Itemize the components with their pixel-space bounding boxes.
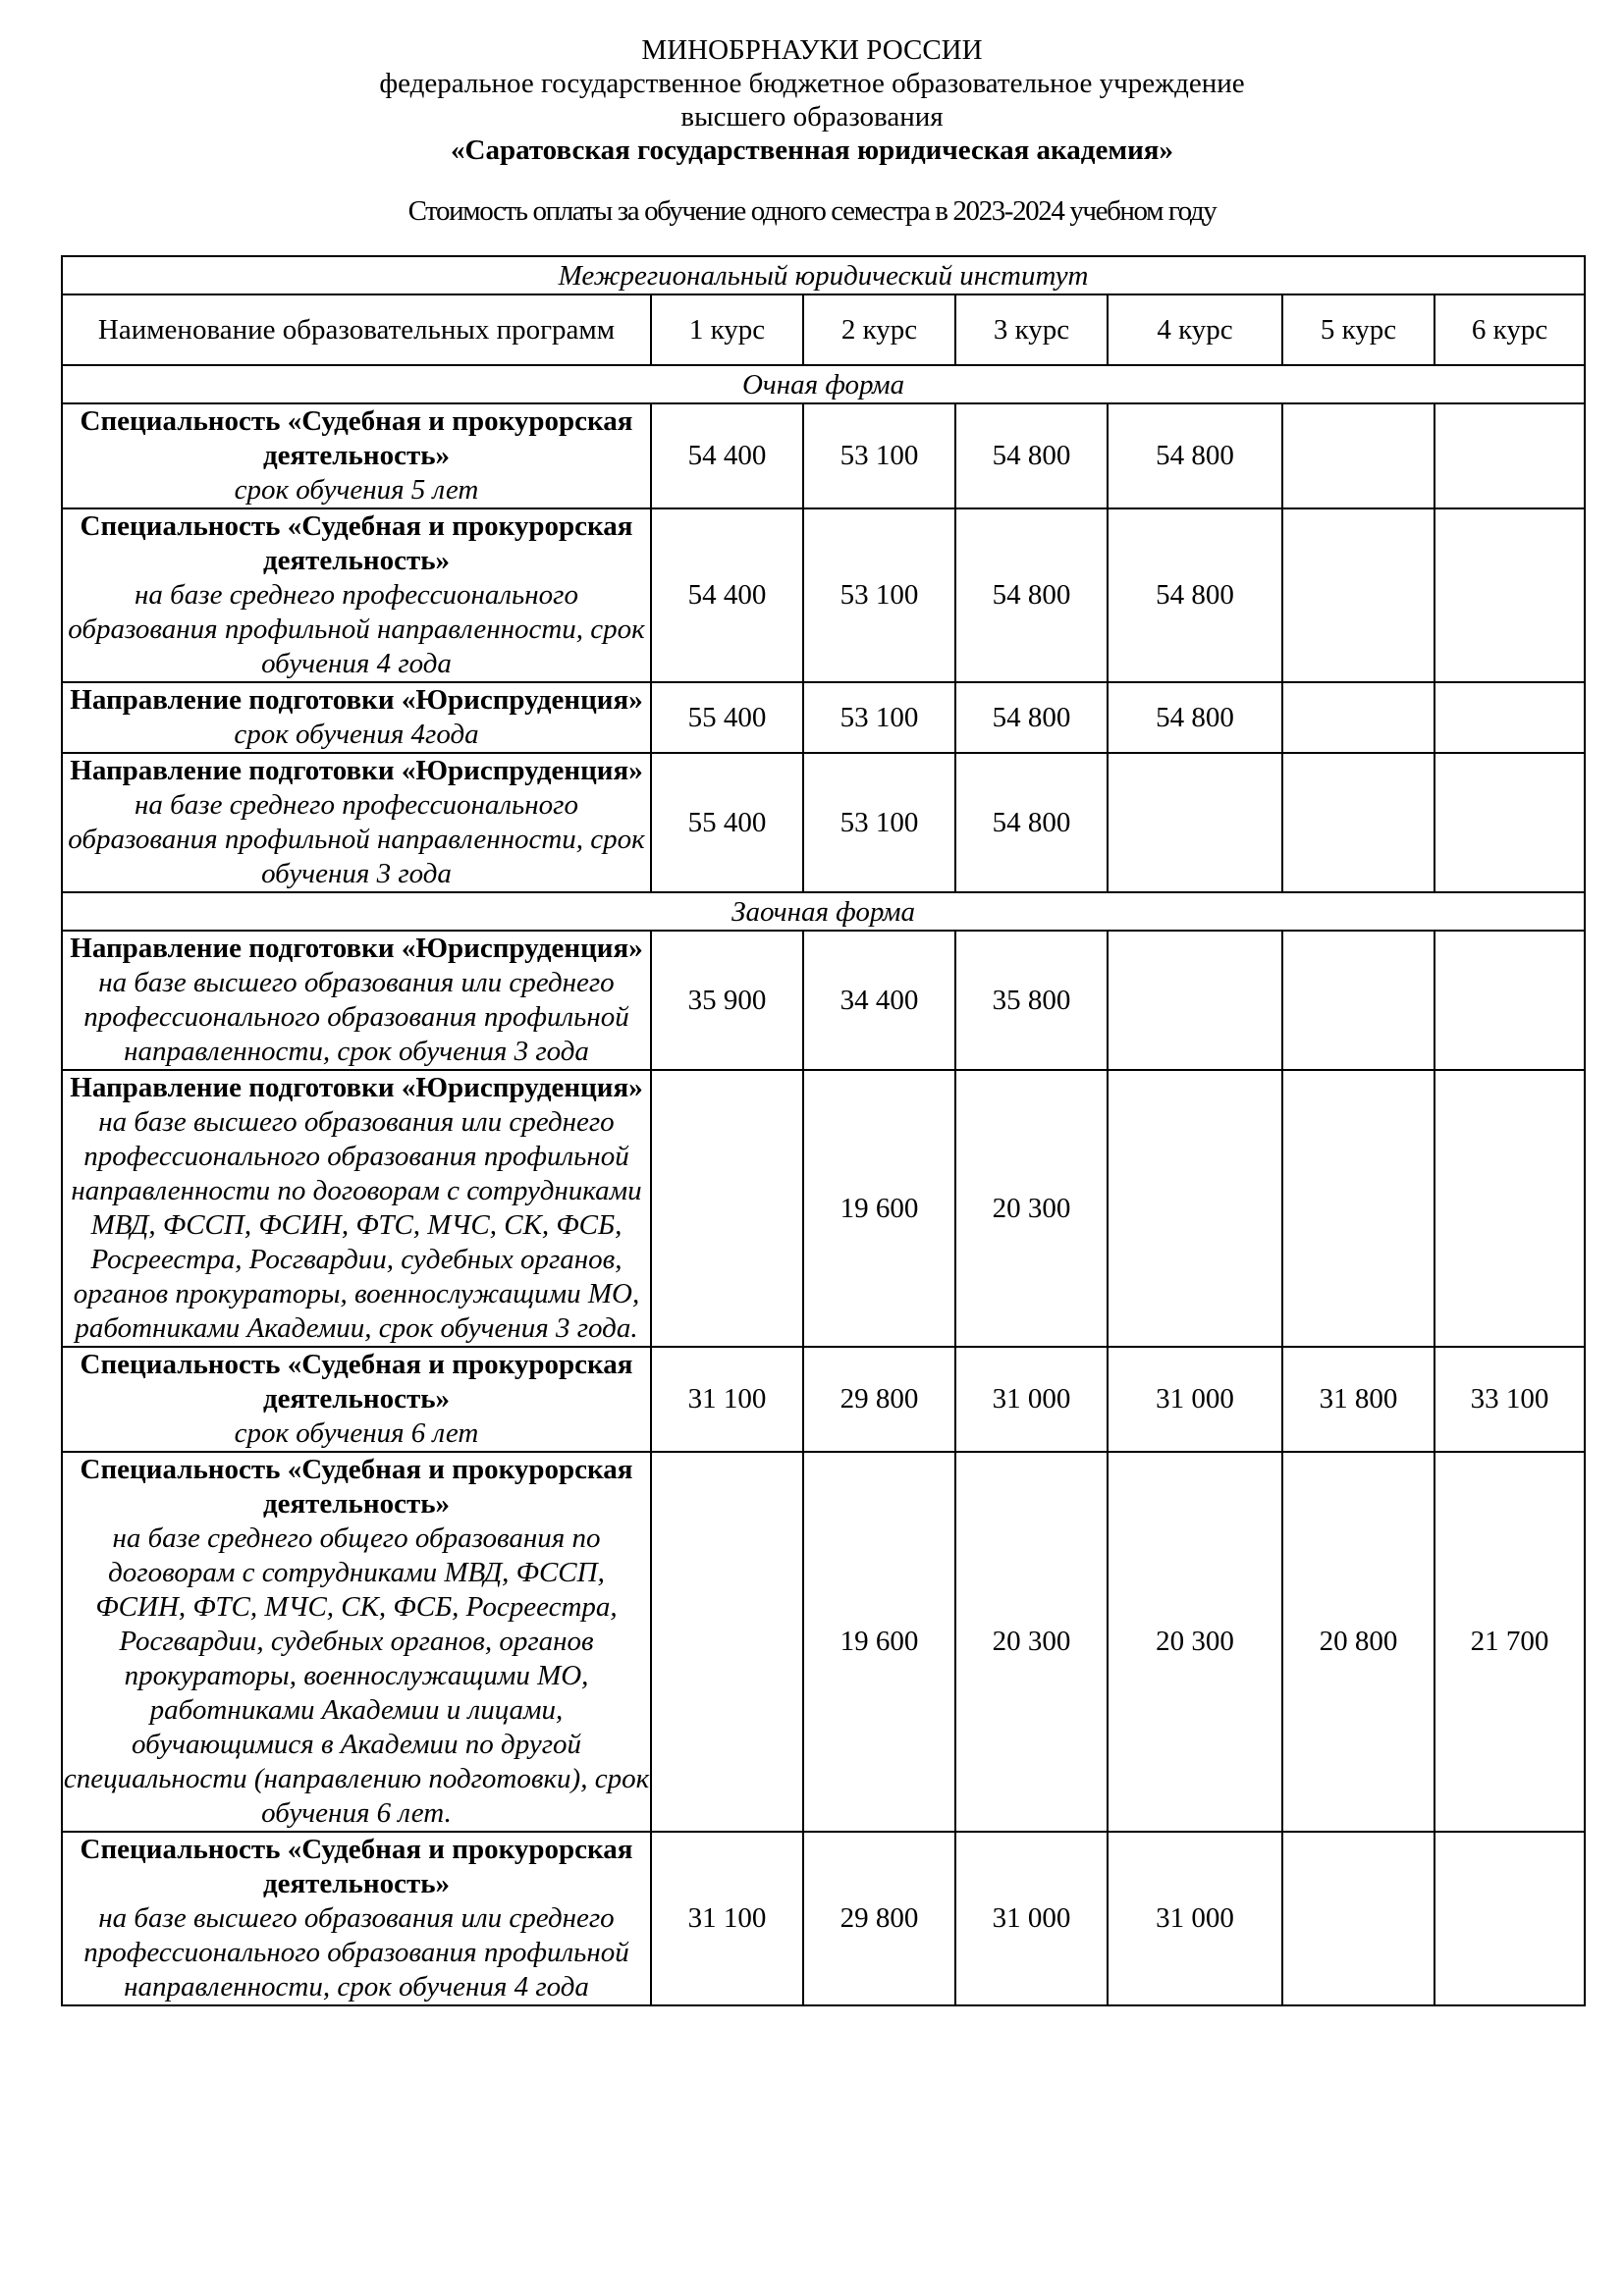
program-title: Специальность «Судебная и прокурорская деятельность»	[80, 510, 633, 576]
column-header-year-1: 1 курс	[651, 294, 803, 365]
program-cell	[62, 1452, 651, 1832]
fee-table-body	[62, 365, 1585, 2005]
fee-year-2: 53 100	[803, 508, 955, 682]
program-row	[62, 1452, 1585, 1832]
fee-year-6: 33 100	[1435, 1347, 1585, 1452]
program-title: Направление подготовки «Юриспруденция»	[70, 1072, 643, 1103]
document-subtitle: Стоимость оплаты за обучение одного семестра в 2023-2024 учебном году	[407, 195, 1217, 227]
study-form-label: Заочная форма	[62, 892, 1585, 931]
ministry-name: МИНОБРНАУКИ РОССИИ	[641, 34, 983, 66]
program-title: Направление подготовки «Юриспруденция»	[70, 933, 643, 964]
program-description: на базе высшего образования или среднего профессионального образования профильной направленности, срок обучения 4 года	[83, 1902, 629, 2002]
fee-year-3: 20 300	[955, 1452, 1108, 1832]
program-title: Направление подготовки «Юриспруденция»	[70, 755, 643, 786]
fee-year-1: 31 100	[651, 1832, 803, 2005]
fee-year-1: 31 100	[651, 1347, 803, 1452]
fee-year-4: 31 000	[1108, 1832, 1282, 2005]
fee-year-4	[1108, 931, 1282, 1070]
program-cell	[62, 682, 651, 753]
column-header-year-3: 3 курс	[955, 294, 1108, 365]
fee-year-5	[1282, 753, 1435, 892]
program-cell	[62, 508, 651, 682]
fee-year-6	[1435, 508, 1585, 682]
program-cell	[62, 1832, 651, 2005]
program-row	[62, 1832, 1585, 2005]
fee-year-5	[1282, 931, 1435, 1070]
tuition-fee-table	[61, 255, 1586, 2006]
program-title: Специальность «Судебная и прокурорская деятельность»	[80, 1834, 633, 1899]
column-header-row	[62, 294, 1585, 365]
fee-year-4: 54 800	[1108, 403, 1282, 508]
fee-year-4: 31 000	[1108, 1347, 1282, 1452]
program-row	[62, 508, 1585, 682]
fee-year-4	[1108, 753, 1282, 892]
program-cell	[62, 1070, 651, 1347]
program-description: на базе высшего образования или среднего профессионального образования профильной направленности по договорам с сотрудниками МВД, ФССП, ФСИН, ФТС, МЧС, СК, ФСБ, Росреестра, Росгвардии, судебных органов, органов прокураторы, военнослужащими МО, работниками Академии, срок обучения 3 года.	[71, 1106, 642, 1344]
fee-year-2: 53 100	[803, 403, 955, 508]
fee-year-5	[1282, 1832, 1435, 2005]
fee-year-5	[1282, 403, 1435, 508]
fee-year-4: 54 800	[1108, 682, 1282, 753]
program-description: на базе среднего общего образования по договорам с сотрудниками МВД, ФССП, ФСИН, ФТС, МЧС, СК, ФСБ, Росреестра, Росгвардии, судебных органов, органов прокураторы, военнослужащими МО, работниками Академии и лицами, обучающимися в Академии по другой специальности (направлению подготовки), срок обучения 6 лет.	[63, 1522, 650, 1829]
program-title: Специальность «Судебная и прокурорская деятельность»	[80, 405, 633, 471]
fee-year-1: 54 400	[651, 403, 803, 508]
fee-year-5: 31 800	[1282, 1347, 1435, 1452]
fee-year-6: 21 700	[1435, 1452, 1585, 1832]
program-row	[62, 931, 1585, 1070]
column-header-year-2: 2 курс	[803, 294, 955, 365]
fee-year-1	[651, 1070, 803, 1347]
fee-year-6	[1435, 403, 1585, 508]
program-row	[62, 1070, 1585, 1347]
fee-year-2: 19 600	[803, 1070, 955, 1347]
fee-year-1: 55 400	[651, 753, 803, 892]
fee-year-3: 54 800	[955, 403, 1108, 508]
fee-year-3: 31 000	[955, 1347, 1108, 1452]
fee-year-6	[1435, 753, 1585, 892]
fee-year-6	[1435, 931, 1585, 1070]
fee-year-3: 54 800	[955, 682, 1108, 753]
fee-year-6	[1435, 682, 1585, 753]
fee-year-3: 31 000	[955, 1832, 1108, 2005]
program-description: на базе среднего профессионального образования профильной направленности, срок обучения 4 года	[68, 579, 645, 679]
fee-year-2: 29 800	[803, 1347, 955, 1452]
fee-year-3: 54 800	[955, 753, 1108, 892]
fee-year-5	[1282, 682, 1435, 753]
fee-year-5	[1282, 508, 1435, 682]
column-header-year-6: 6 курс	[1435, 294, 1585, 365]
program-row	[62, 753, 1585, 892]
fee-year-1: 55 400	[651, 682, 803, 753]
study-form-row	[62, 365, 1585, 403]
institute-name: Межрегиональный юридический институт	[62, 256, 1585, 294]
fee-year-1: 35 900	[651, 931, 803, 1070]
fee-year-4	[1108, 1070, 1282, 1347]
fee-year-4: 54 800	[1108, 508, 1282, 682]
program-row	[62, 1347, 1585, 1452]
program-title: Специальность «Судебная и прокурорская деятельность»	[80, 1349, 633, 1415]
fee-year-5: 20 800	[1282, 1452, 1435, 1832]
study-form-row	[62, 892, 1585, 931]
program-description: срок обучения 5 лет	[234, 474, 479, 506]
program-description: срок обучения 4года	[234, 719, 479, 750]
fee-year-2: 19 600	[803, 1452, 955, 1832]
document-header	[0, 33, 1624, 167]
program-description: на базе среднего профессионального образования профильной направленности, срок обучения 3 года	[68, 789, 645, 889]
program-row	[62, 682, 1585, 753]
fee-year-3: 20 300	[955, 1070, 1108, 1347]
program-cell	[62, 931, 651, 1070]
fee-year-6	[1435, 1832, 1585, 2005]
fee-year-1: 54 400	[651, 508, 803, 682]
fee-year-3: 35 800	[955, 931, 1108, 1070]
column-header-year-5: 5 курс	[1282, 294, 1435, 365]
org-type-line2: высшего образования	[680, 101, 944, 133]
column-header-program: Наименование образовательных программ	[62, 294, 651, 365]
institute-row	[62, 256, 1585, 294]
fee-year-2: 53 100	[803, 682, 955, 753]
fee-year-5	[1282, 1070, 1435, 1347]
program-description: срок обучения 6 лет	[234, 1417, 479, 1449]
fee-year-2: 29 800	[803, 1832, 955, 2005]
fee-year-2: 53 100	[803, 753, 955, 892]
fee-year-3: 54 800	[955, 508, 1108, 682]
study-form-label: Очная форма	[62, 365, 1585, 403]
org-name: «Саратовская государственная юридическая академия»	[451, 134, 1173, 166]
program-title: Направление подготовки «Юриспруденция»	[70, 684, 643, 716]
program-row	[62, 403, 1585, 508]
fee-year-1	[651, 1452, 803, 1832]
fee-year-2: 34 400	[803, 931, 955, 1070]
fee-year-6	[1435, 1070, 1585, 1347]
program-cell	[62, 753, 651, 892]
program-cell	[62, 1347, 651, 1452]
org-type-line1: федеральное государственное бюджетное образовательное учреждение	[379, 68, 1245, 99]
program-description: на базе высшего образования или среднего профессионального образования профильной направленности, срок обучения 3 года	[83, 967, 629, 1067]
fee-year-4: 20 300	[1108, 1452, 1282, 1832]
program-cell	[62, 403, 651, 508]
column-header-year-4: 4 курс	[1108, 294, 1282, 365]
program-title: Специальность «Судебная и прокурорская деятельность»	[80, 1454, 633, 1520]
